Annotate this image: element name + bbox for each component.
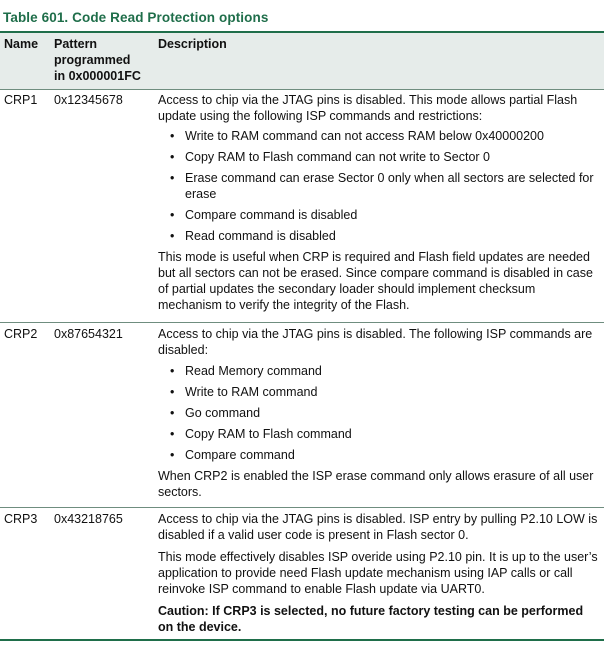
row-description [158,92,598,313]
row-divider [0,89,604,90]
row-description [158,326,598,500]
bullet-icon: • [170,364,175,378]
list-item [158,170,598,202]
header-pattern-line-2: programmed [54,53,131,67]
header-pattern-line-1: Pattern [54,37,98,51]
bullet-icon: • [170,406,175,420]
list-item-text: Read command is disabled [185,229,336,243]
description-outro: This mode is useful when CRP is required and Flash field updates are needed but all sectors can not be erased. Since compare command is disabled in case of partial updates the secondary loader should implement checksum mechanism to verify the integrity of the Flash. [158,250,593,312]
list-item [158,384,598,400]
row-pattern: 0x12345678 [54,93,123,107]
list-item-text: Erase command can erase Sector 0 only when all sectors are selected for erase [185,171,594,201]
description-intro: Access to chip via the JTAG pins is disabled. The following ISP commands are disabled: [158,327,593,357]
table-bottom-rule [0,639,604,641]
list-item [158,128,598,144]
bullet-icon: • [170,427,175,441]
list-item [158,447,598,463]
list-item [158,426,598,442]
list-item [158,405,598,421]
bullet-icon: • [170,129,175,143]
row-description [158,511,598,635]
table-header [0,33,604,89]
list-item-text: Read Memory command [185,364,322,378]
list-item-text: Compare command is disabled [185,208,358,222]
bullet-icon: • [170,229,175,243]
header-pattern [54,36,141,84]
description-intro: Access to chip via the JTAG pins is disabled. ISP entry by pulling P2.10 LOW is disabled if a valid user code is present in Flash sector 0. [158,512,598,542]
table-caption: Table 601. Code Read Protection options [3,10,269,25]
row-pattern: 0x87654321 [54,327,123,341]
list-item [158,363,598,379]
bullet-icon: • [170,448,175,462]
row-name: CRP1 [4,93,38,107]
list-item-text: Go command [185,406,261,420]
list-item [158,228,598,244]
row-divider [0,507,604,508]
bullet-icon: • [170,385,175,399]
header-description: Description [158,37,227,51]
list-item-text: Copy RAM to Flash command [185,427,352,441]
description-body: This mode effectively disables ISP overide using P2.10 pin. It is up to the user’s application to provide need Flash update mechanism using IAP calls or call reinvoke ISP command to enable Flash update via UART0. [158,550,598,596]
list-item [158,149,598,165]
list-item-text: Copy RAM to Flash command can not write to Sector 0 [185,150,490,164]
row-pattern: 0x43218765 [54,512,123,526]
list-item-text: Compare command [185,448,295,462]
description-intro: Access to chip via the JTAG pins is disabled. This mode allows partial Flash update using the following ISP commands and restrictions: [158,93,578,123]
list-item-text: Write to RAM command can not access RAM below 0x40000200 [185,129,544,143]
row-divider [0,322,604,323]
header-pattern-line-3: in 0x000001FC [54,69,141,83]
description-outro: When CRP2 is enabled the ISP erase command only allows erasure of all user sectors. [158,469,594,499]
row-name: CRP3 [4,512,38,526]
header-name: Name [4,37,39,51]
list-item-text: Write to RAM command [185,385,318,399]
bullet-icon: • [170,208,175,222]
bullet-icon: • [170,150,175,164]
row-name: CRP2 [4,327,38,341]
list-item [158,207,598,223]
bullet-icon: • [170,171,175,185]
caution-note: Caution: If CRP3 is selected, no future factory testing can be performed on the device. [158,604,584,634]
